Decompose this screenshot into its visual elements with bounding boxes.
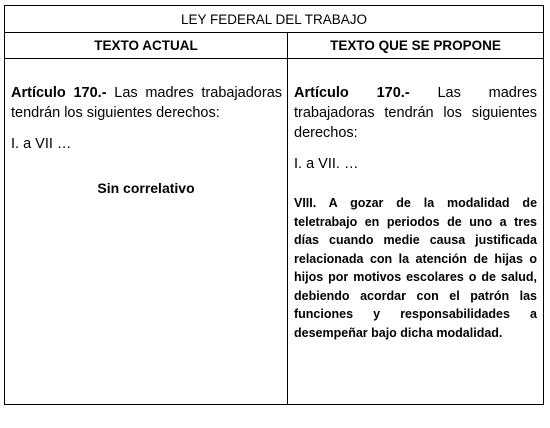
proposed-new-fraction: VIII. A gozar de la modalidad de teletrabajo en periodos de uno a tres días cuando medie causa justificada relacionada con la atención de hijas o hijos por motivos escolares o de salud, debiendo acordar con el patrón las funciones y responsabilidades a desempeñar bajo dicha modalidad. [294, 196, 538, 340]
proposed-fraction: I. a VII. … [294, 156, 359, 173]
proposed-text-body [288, 59, 543, 428]
table-title: LEY FEDERAL DEL TRABAJO [5, 6, 544, 33]
body-row [5, 59, 544, 405]
header-row [5, 33, 544, 59]
current-article-label: Artículo 170.- [11, 85, 107, 102]
current-article-paragraph [11, 83, 282, 123]
proposed-article-label: Artículo 170.- [294, 85, 410, 102]
proposed-text-cell [288, 59, 544, 405]
current-fraction: I. a VII … [11, 136, 72, 153]
current-article-text: Las madres trabajadoras tendrán los siguientes derechos: [11, 85, 283, 122]
current-text-cell [5, 59, 288, 405]
header-proposed-text: TEXTO QUE SE PROPONE [288, 33, 544, 59]
header-current-text: TEXTO ACTUAL [5, 33, 288, 59]
no-correlative-label: Sin correlativo [97, 180, 195, 197]
comparison-table [4, 5, 544, 405]
proposed-article-text: Las madres trabajadoras tendrán los siguientes derechos: [294, 85, 538, 142]
current-text-body [5, 59, 287, 428]
proposed-article-paragraph [294, 83, 537, 143]
title-row [5, 6, 544, 33]
